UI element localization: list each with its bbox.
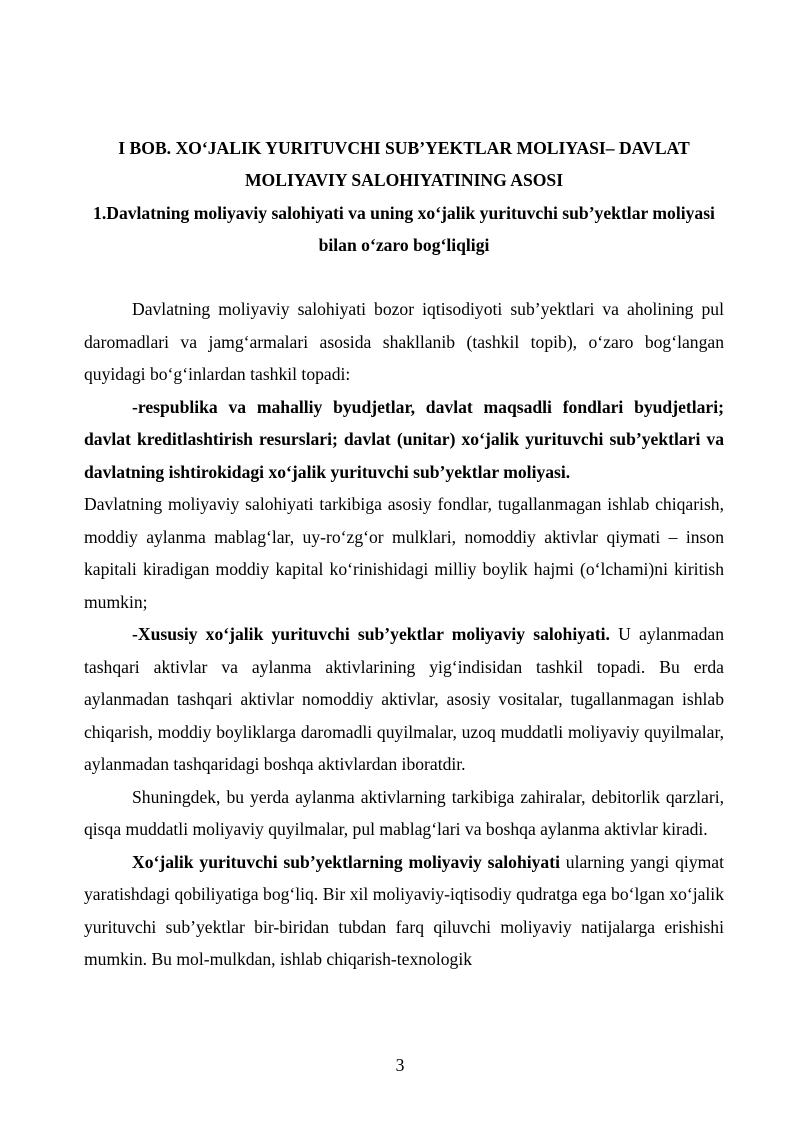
paragraph-national-wealth-text: Davlatning moliyaviy salohiyati tarkibiga asosiy fondlar, tugallanmagan ishlab chiqarish, moddiy aylanma mablag‘lar, uy-ro‘zg‘or mulklari, nomoddiy aktivlar qiymati – inson kapitali kiradigan moddiy kapital ko‘rinishidagi milliy boylik hajmi (o‘lchami)ni kiritish mumkin; [84, 494, 724, 612]
paragraph-entity-potential-bold: Xo‘jalik yurituvchi sub’yektlarning moliyaviy salohiyati [132, 851, 560, 872]
paragraph-entity-potential-text: ularning yangi qiymat yaratishdagi qobiliyatiga bog‘liq. Bir xil moliyaviy-iqtisodiy qudratga ega bo‘lgan xo‘jalik yurituvchi sub’yektlar bir-biridan tubdan farq qiluvchi moliyaviy natijalarga erishishi mumkin. Bu mol-mulkdan, ishlab chiqarish-texnologik [84, 851, 724, 969]
paragraph-current-assets-text: Shuningdek, bu yerda aylanma aktivlarning tarkibiga zahiralar, debitorlik qarzlari, qisqa muddatli moliyaviy quyilmalar, pul mablag‘lari va boshqa aylanma aktivlar kiradi. [84, 786, 724, 839]
paragraph-private-entities-bold: -Xususiy xo‘jalik yurituvchi sub’yektlar moliyaviy salohiyati. [132, 624, 610, 644]
paragraph-state-budgets [84, 391, 724, 489]
page-number: 3 [395, 1055, 405, 1075]
paragraph-private-entities [84, 618, 724, 781]
paragraph-national-wealth [84, 488, 724, 618]
paragraph-entity-potential [84, 846, 724, 976]
paragraph-state-budgets-bold: -respublika va mahalliy byudjetlar, davlat maqsadli fondlari byudjetlari; davlat kreditlashtirish resurslari; davlat (unitar) xo‘jalik yurituvchi sub’yektlari va davlatning ishtirokidagi xo‘jalik yurituvchi sub’yektlar moliyasi. [84, 396, 724, 482]
body-text [84, 293, 724, 976]
paragraph-private-entities-text: U aylanmadan tashqari aktivlar va aylanma aktivlarining yig‘indisidan tashkil topadi. Bu erda aylanmadan tashqari aktivlar nomoddiy aktivlar, asosiy vositalar, tugallanmagan ishlab chiqarish, moddiy boyliklarga daromadli quyilmalar, uzoq muddatli moliyaviy quyilmalar, aylanmadan tashqaridagi boshqa aktivlardan iboratdir. [84, 624, 725, 774]
section-title: 1.Davlatning moliyaviy salohiyati va uning xo‘jalik yurituvchi sub’yektlar moliyasi bilan o‘zaro bog‘liqligi [93, 203, 715, 255]
chapter-title: I BOB. XO‘JALIK YURITUVCHI SUB’YEKTLAR MOLIYASI– DAVLAT MOLIYAVIY SALOHIYATINING ASOSI [118, 138, 690, 190]
paragraph-intro [84, 293, 724, 391]
paragraph-current-assets [84, 781, 724, 846]
paragraph-intro-text: Davlatning moliyaviy salohiyati bozor iqtisodiyoti sub’yektlari va aholining pul daromadlari va jamg‘armalari asosida shakllanib (tashkil topib), o‘zaro bog‘langan quyidagi bo‘g‘inlardan tashkil topadi: [84, 299, 724, 384]
